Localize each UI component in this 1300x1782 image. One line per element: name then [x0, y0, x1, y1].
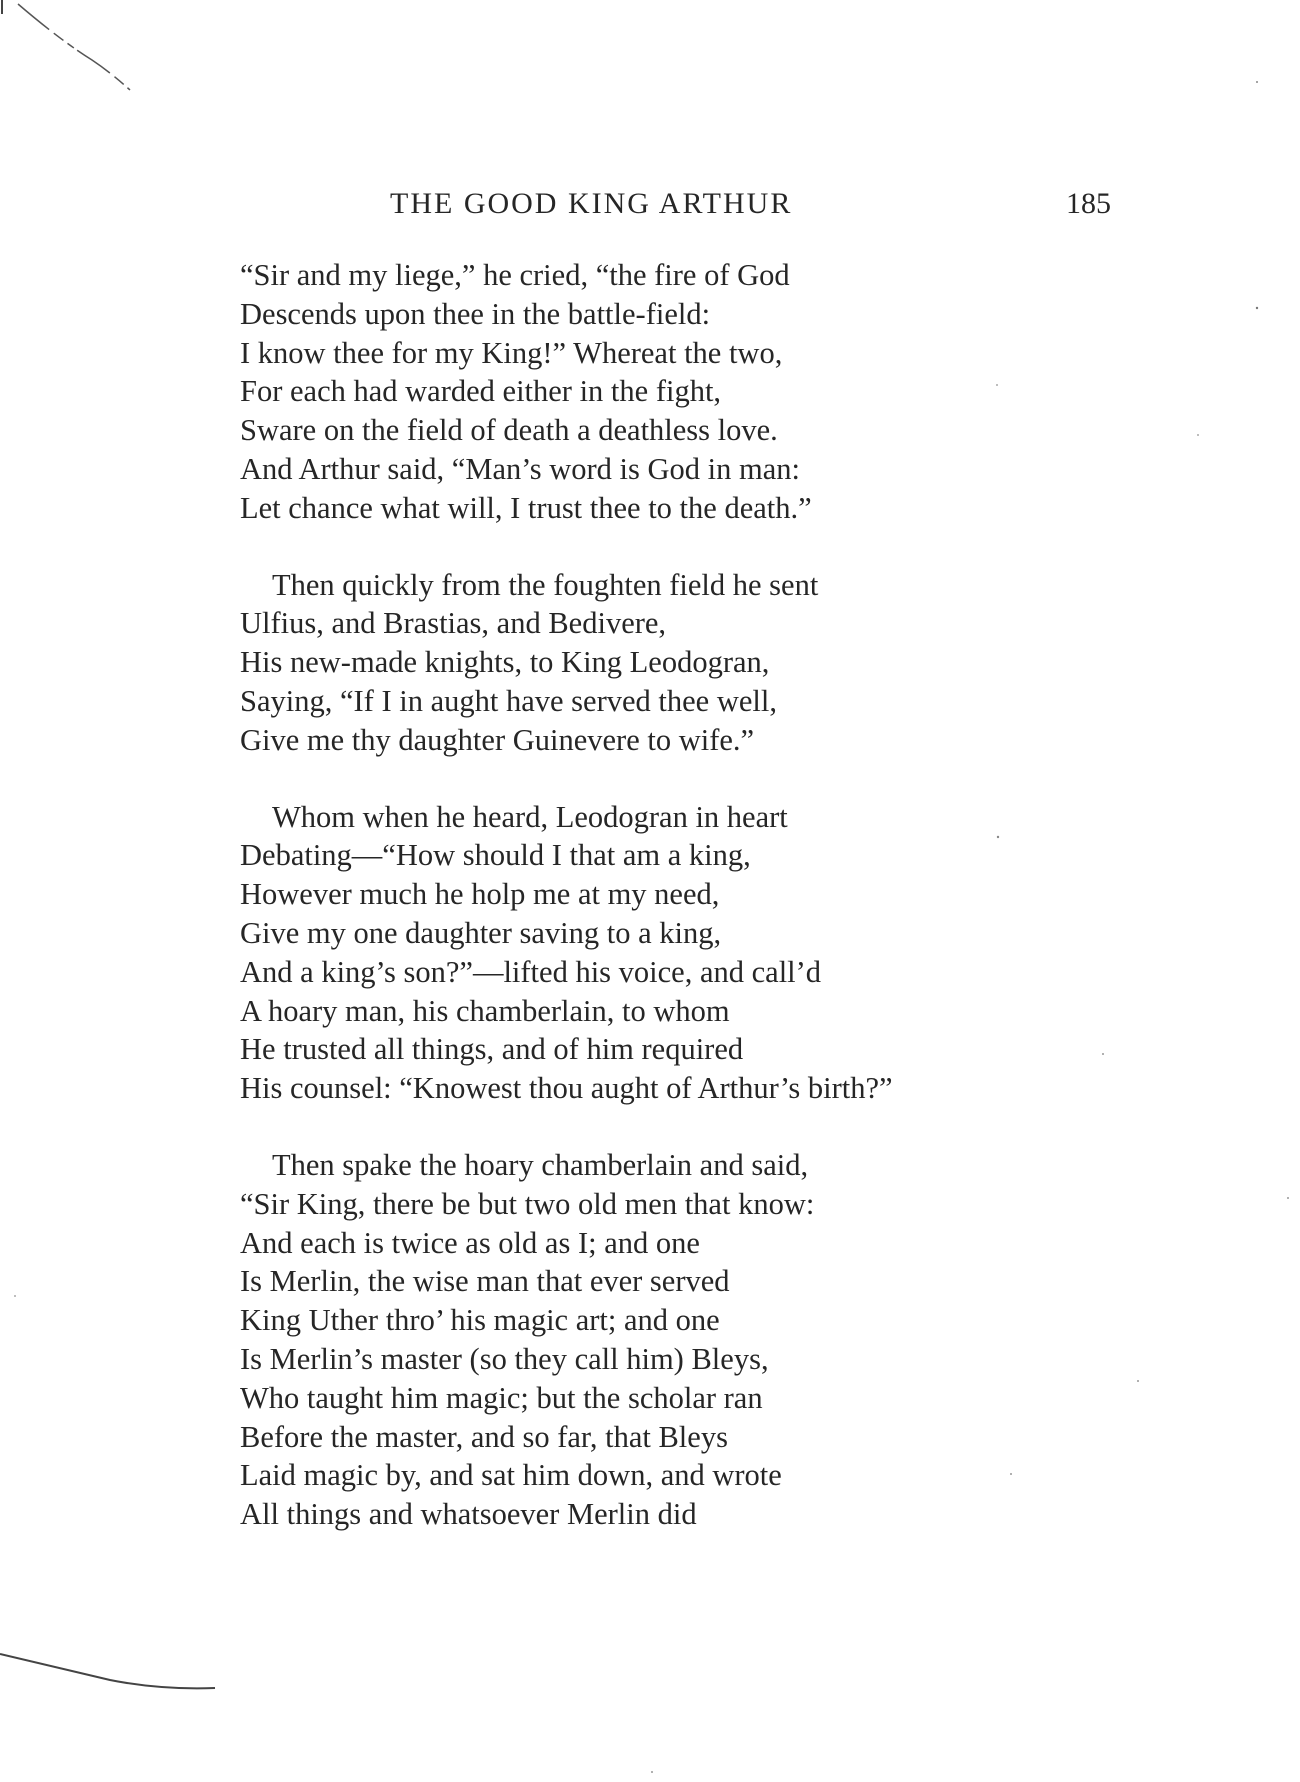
verse-line: Whom when he heard, Leodogran in heart [272, 799, 788, 834]
verse-line: However much he holp me at my need, [240, 877, 720, 912]
verse-line: And each is twice as old as I; and one [240, 1225, 700, 1260]
verse-line: Sware on the field of death a deathless love. [240, 413, 778, 448]
speck [1256, 81, 1258, 83]
verse-line: Is Merlin, the wise man that ever served [240, 1264, 730, 1299]
stanza [240, 1146, 1140, 1534]
verse-line: I know thee for my King!” Whereat the two, [240, 335, 783, 370]
verse-line: Who taught him magic; but the scholar ran [240, 1380, 763, 1415]
verse-line: Give my one daughter saving to a king, [240, 915, 722, 950]
stanza [240, 256, 1140, 528]
speck [14, 1295, 16, 1297]
speck [1197, 434, 1199, 436]
verse-line: Let chance what will, I trust thee to the death.” [240, 490, 812, 525]
top-left-scan-stroke [18, 4, 130, 90]
verse-line: His counsel: “Knowest thou aught of Arthur’s birth?” [240, 1071, 893, 1106]
stanza [240, 798, 1140, 1108]
verse-line: Laid magic by, and sat him down, and wrote [240, 1458, 782, 1493]
verse-line: And Arthur said, “Man’s word is God in man: [240, 451, 800, 486]
verse-line: “Sir King, there be but two old men that know: [240, 1186, 815, 1221]
verse-line: Then spake the hoary chamberlain and said, [272, 1147, 809, 1182]
verse-line: A hoary man, his chamberlain, to whom [240, 993, 730, 1028]
speck [651, 1771, 653, 1773]
verse-line: He trusted all things, and of him required [240, 1032, 744, 1067]
verse-line: Saying, “If I in aught have served thee well, [240, 683, 777, 718]
verse-line: For each had warded either in the fight, [240, 374, 722, 409]
bottom-left-scan-stroke [0, 1654, 215, 1688]
verse-line: Descends upon thee in the battle-field: [240, 296, 711, 331]
verse-line: All things and whatsoever Merlin did [240, 1497, 697, 1532]
verse-line: King Uther thro’ his magic art; and one [240, 1303, 720, 1338]
stanza [240, 566, 1140, 760]
verse-line: “Sir and my liege,” he cried, “the fire of God [240, 258, 790, 292]
running-header-title: THE GOOD KING ARTHUR [390, 187, 793, 220]
verse-line: And a king’s son?”—lifted his voice, and call’d [240, 954, 822, 989]
verse-line: Is Merlin’s master (so they call him) Bleys, [240, 1341, 769, 1376]
page-number: 185 [1066, 187, 1111, 220]
verse-line: His new-made knights, to King Leodogran, [240, 645, 770, 680]
verse-line: Debating—“How should I that am a king, [240, 838, 751, 873]
poem-body [240, 256, 1140, 1572]
verse-line: Give me thy daughter Guinevere to wife.” [240, 722, 755, 757]
verse-line: Ulfius, and Brastias, and Bedivere, [240, 606, 667, 641]
speck [1256, 307, 1258, 309]
speck [1287, 1197, 1289, 1199]
verse-line: Then quickly from the foughten field he sent [272, 567, 819, 602]
verse-line: Before the master, and so far, that Bleys [240, 1419, 728, 1454]
